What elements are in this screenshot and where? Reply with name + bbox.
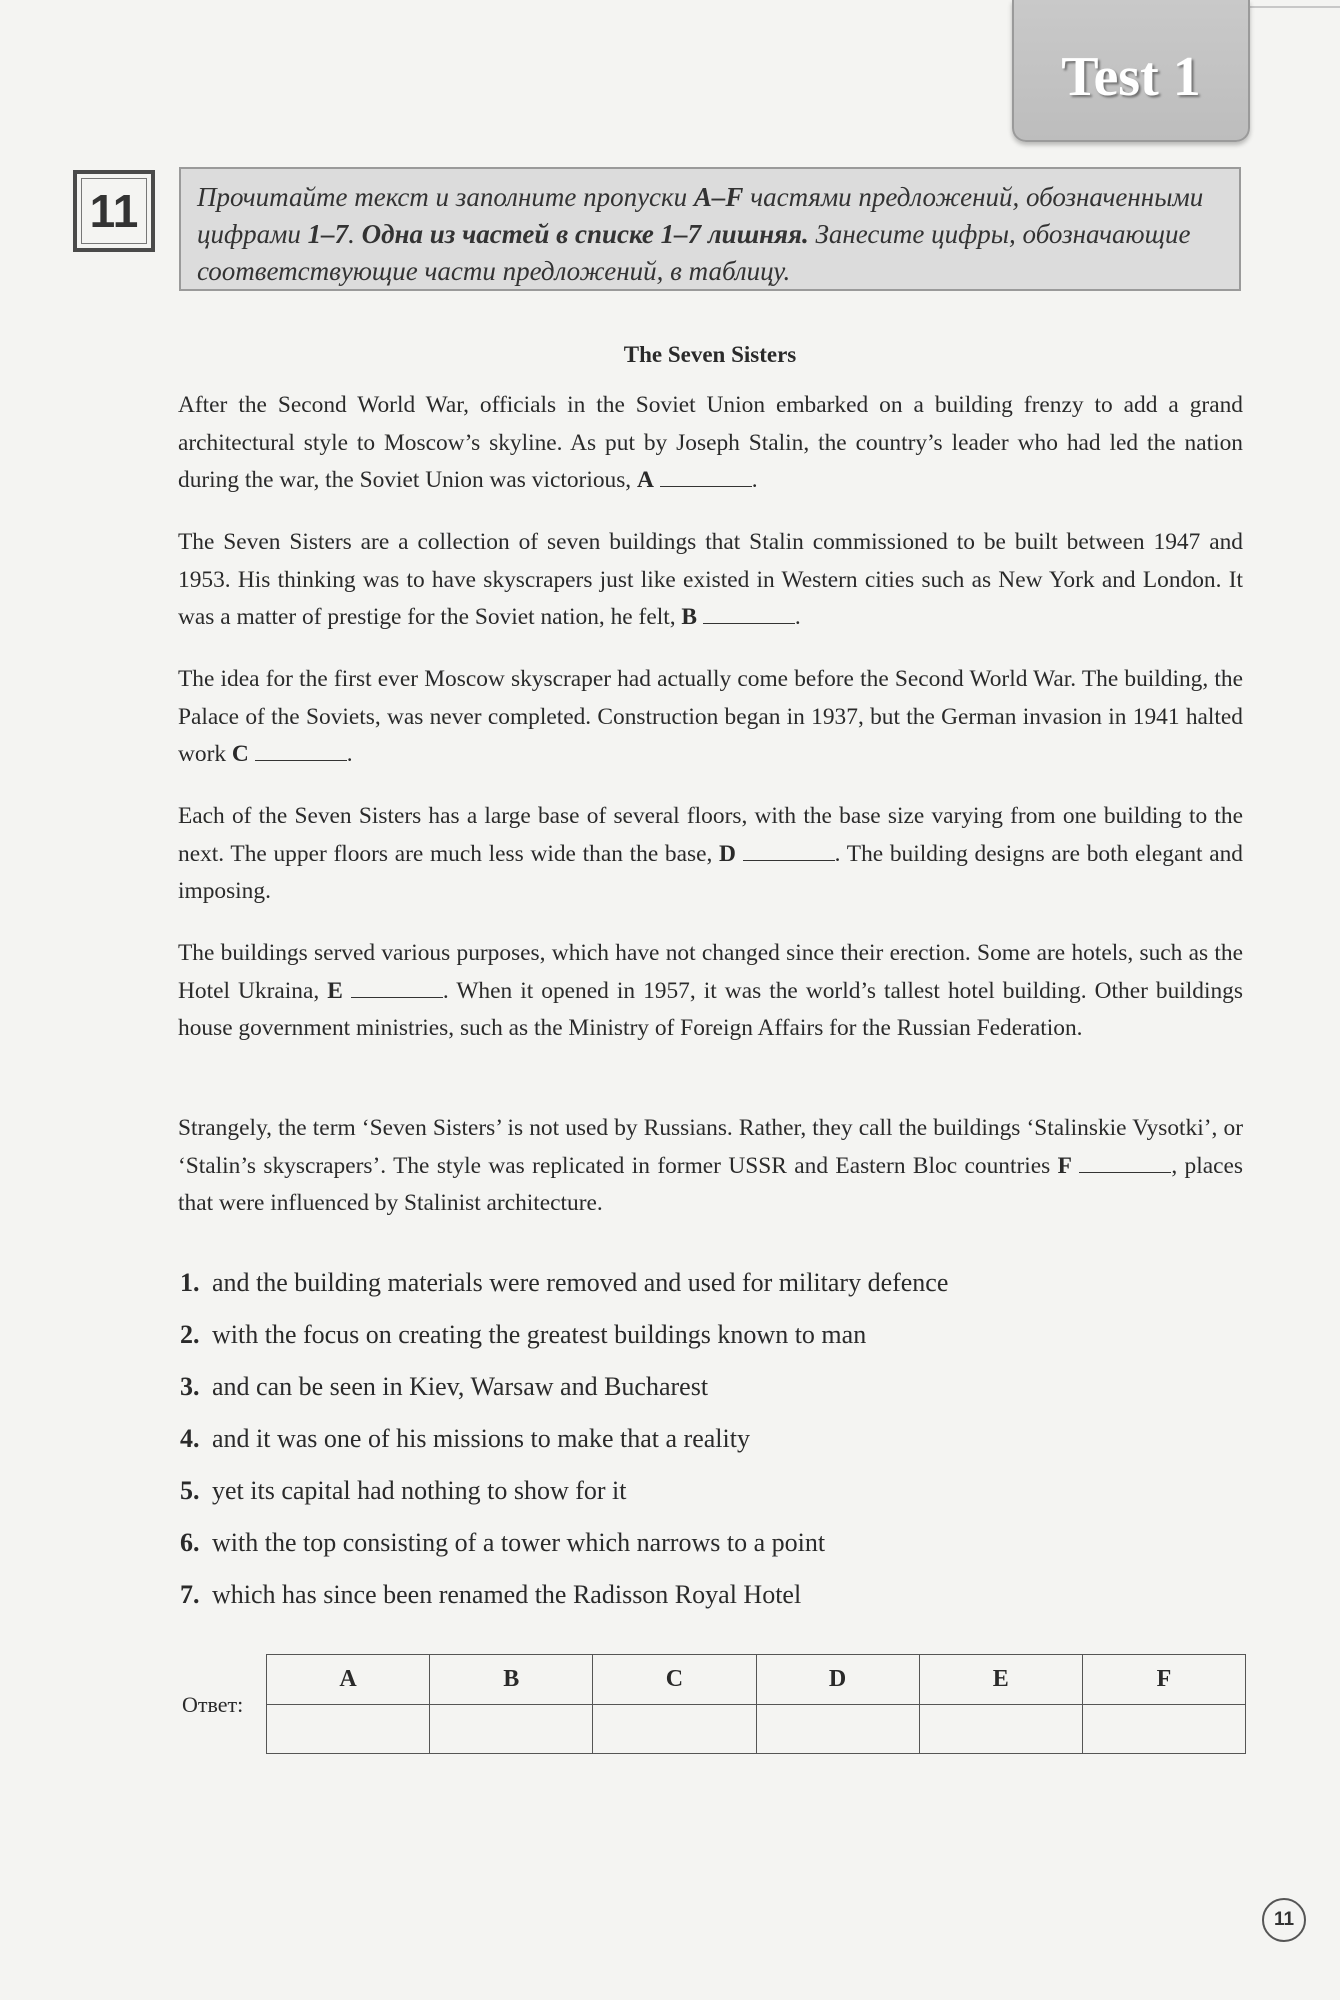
- answer-header-d: D: [756, 1655, 919, 1705]
- option-item: [180, 1369, 1240, 1421]
- paragraph-text: Strangely, the term ‘Seven Sisters’ is not used by Russians. Rather, they call the buildings ‘Stalinskie Vysotki’, or ‘Stalin’s skyscrapers’. The style was replicated in former USSR and Eastern Bloc countries: [178, 1115, 1243, 1179]
- gap-letter: D: [719, 840, 736, 867]
- gap-letter: A: [637, 467, 654, 493]
- paragraph-text: The Seven Sisters are a collection of seven buildings that Stalin commissioned to be built between 1947 and 1953. His thinking was to have skyscrapers just like existed in Western cities such as New York and London. It was a matter of prestige for the Soviet nation, he felt,: [178, 529, 1243, 630]
- option-item: [180, 1317, 1240, 1369]
- paragraph-4: [178, 798, 1243, 911]
- option-text: yet its capital had nothing to show for it: [212, 1476, 627, 1505]
- option-number: 6.: [180, 1528, 200, 1557]
- paragraph-text: The idea for the first ever Moscow skyscraper had actually come before the Second World War. The building, the Palace of the Soviets, was never completed. Construction began in 1937, but the German invasion in 1941 halted work: [178, 666, 1243, 767]
- paragraph-text: After the Second World War, officials in the Soviet Union embarked on a building frenzy to add a grand architectural style to Moscow’s skyline. As put by Joseph Stalin, the country’s leader who had led the nation during the war, the Soviet Union was victorious,: [178, 392, 1243, 493]
- paragraph-3: [178, 661, 1243, 774]
- header-rule: [1246, 6, 1340, 8]
- gap-letter: E: [327, 977, 343, 1004]
- option-number: 2.: [180, 1320, 200, 1349]
- option-text: and can be seen in Kiev, Warsaw and Bucharest: [212, 1372, 709, 1401]
- answer-cell-e[interactable]: [919, 1705, 1082, 1754]
- instruction-bold-3: Одна из частей в списке 1–7 лишняя.: [361, 219, 809, 249]
- gap-letter: C: [231, 741, 249, 767]
- test-label: Test 1: [1061, 46, 1201, 108]
- answer-label: Ответ:: [182, 1692, 244, 1717]
- paragraph-1: [178, 387, 1243, 500]
- option-number: 1.: [180, 1268, 200, 1297]
- answer-header-b: B: [430, 1655, 593, 1705]
- instruction-text-4: Занесите цифры, обозначающие соответствующие части предложений, в таблицу.: [197, 219, 1191, 286]
- paragraph-text: , places that were influenced by Stalinist architecture.: [178, 1152, 1243, 1216]
- answer-header-c: C: [593, 1655, 756, 1705]
- instruction-text-3: .: [348, 219, 362, 249]
- answer-cell-b[interactable]: [430, 1705, 593, 1754]
- answer-header-e: E: [919, 1655, 1082, 1705]
- paragraph-text: . The building designs are both elegant and imposing.: [178, 840, 1244, 904]
- paragraph-text: The buildings served various purposes, which have not changed since their erection. Some are hotels, such as the Hotel Ukraina,: [178, 940, 1243, 1004]
- gap-blank: [703, 605, 795, 624]
- gap-blank: [660, 468, 752, 487]
- gap-letter: B: [681, 604, 697, 630]
- task-number: 11: [73, 170, 155, 252]
- paragraph-2: [178, 524, 1243, 637]
- instruction-text-1: Прочитайте текст и заполните пропуски: [197, 182, 694, 212]
- option-text: which has since been renamed the Radisson Royal Hotel: [212, 1580, 802, 1609]
- answer-cell-c[interactable]: [593, 1705, 756, 1754]
- option-number: 5.: [180, 1476, 200, 1505]
- answer-header-a: A: [267, 1655, 430, 1705]
- paragraph-text: .: [794, 604, 801, 630]
- task-instruction: [179, 167, 1241, 291]
- option-item: [180, 1577, 1240, 1629]
- option-number: 4.: [180, 1424, 200, 1453]
- paragraph-5: [178, 935, 1243, 1048]
- option-number: 3.: [180, 1372, 200, 1401]
- paragraph-text: Each of the Seven Sisters has a large base of several floors, with the base size varying from one building to the next. The upper floors are much less wide than the base,: [178, 803, 1243, 867]
- option-item: [180, 1525, 1240, 1577]
- gap-blank: [255, 742, 347, 761]
- instruction-bold-2: 1–7: [307, 219, 349, 249]
- gap-blank: [743, 842, 835, 861]
- answer-cell-a[interactable]: [267, 1705, 430, 1754]
- option-item: [180, 1265, 1240, 1317]
- gap-letter: F: [1057, 1152, 1072, 1179]
- option-number: 7.: [180, 1580, 200, 1609]
- paragraph-6: [178, 1110, 1243, 1223]
- paragraph-text: . When it opened in 1957, it was the world’s tallest hotel building. Other buildings house government ministries, such as the Ministry of Foreign Affairs for the Russian Federation.: [178, 977, 1243, 1041]
- option-item: [180, 1473, 1240, 1525]
- gap-blank: [351, 979, 443, 998]
- instruction-bold-1: A–F: [693, 182, 744, 212]
- option-text: and it was one of his missions to make that a reality: [212, 1424, 750, 1453]
- answer-cell-f[interactable]: [1082, 1705, 1245, 1754]
- gap-blank: [1079, 1154, 1171, 1173]
- answer-cell-d[interactable]: [756, 1705, 919, 1754]
- option-text: with the top consisting of a tower which narrows to a point: [212, 1528, 826, 1557]
- option-item: [180, 1421, 1240, 1473]
- text-title: The Seven Sisters: [623, 342, 797, 367]
- test-tab: [1012, 0, 1250, 142]
- paragraph-text: .: [346, 741, 353, 767]
- answer-table: [266, 1654, 1246, 1754]
- answer-header-f: F: [1082, 1655, 1245, 1705]
- paragraph-text: .: [751, 467, 758, 493]
- page-number: 11: [1262, 1898, 1306, 1942]
- options-list: [180, 1265, 1240, 1629]
- instruction-text-2: частями предложений, обозначенными цифрами: [197, 182, 1204, 249]
- option-text: and the building materials were removed and used for military defence: [212, 1268, 949, 1297]
- option-text: with the focus on creating the greatest buildings known to man: [212, 1320, 867, 1349]
